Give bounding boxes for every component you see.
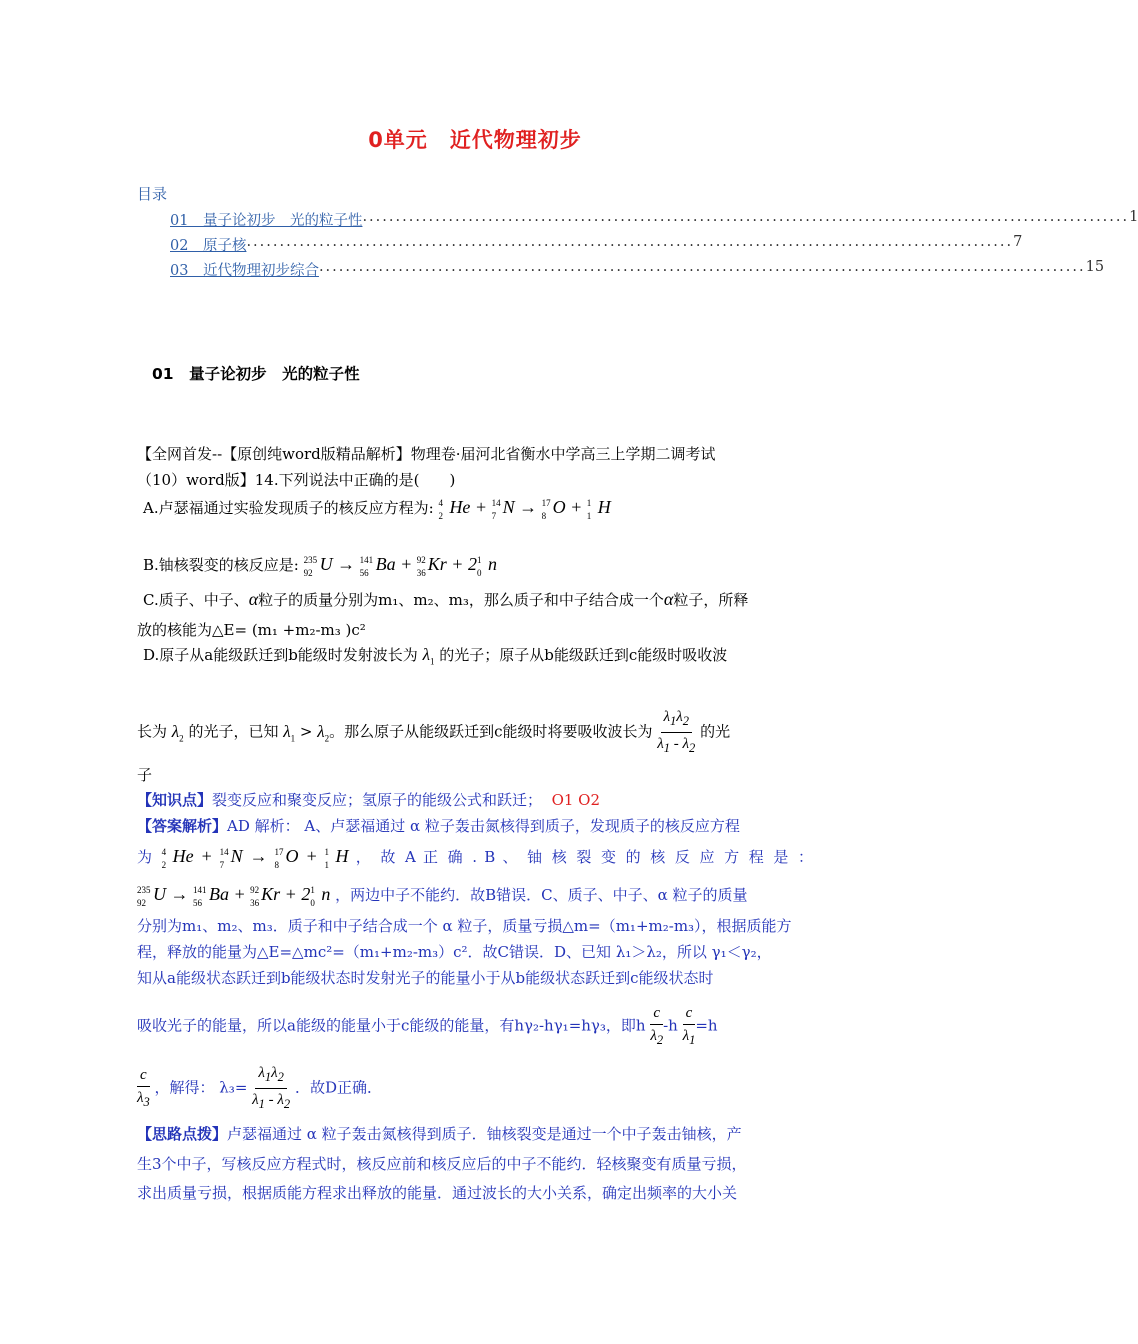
option-d-line-3: 子: [137, 766, 153, 784]
option-c-line-2: 放的核能为△E= (m₁ +m₂-m₃ )c²: [137, 621, 366, 639]
option-d-line-1: D.原子从a能级跃迁到b能级时发射波长为 $\lambda_1$ 的光子；原子从b能级跃迁到c能级时吸收波: [143, 645, 728, 667]
tip-line-2: 生3个中子，写核反应方程式时，核反应前和核反应后的中子不能约．轻核聚变有质量亏损，: [137, 1155, 747, 1173]
answer-line-8: $\frac{c}{\lambda_3}$ ，解得： λ₃= $\frac{\lambda_1\lambda_2}{\lambda_1 - \lambda_2}$ ．故D正确．: [137, 1062, 382, 1115]
knowledge-point: 【知识点】裂变反应和聚变反应；氢原子的能级公式和跃迁； O1 O2: [137, 791, 601, 809]
option-d-line-2: 长为 $\lambda_2$ 的光子，已知 $\lambda_1 > \lambda_2$。那么原子从能级跃迁到c能级时将要吸收波长为 $\frac{\lambda_1\lambda_2}{\lambda_1 - \lambda_2}$ 的光: [137, 706, 730, 759]
tip-line-3: 求出质量亏损，根据质能方程求出释放的能量．通过波长的大小关系，确定出频率的大小关: [137, 1184, 738, 1202]
toc-link[interactable]: 03 近代物理初步综合: [170, 263, 319, 279]
answer-line-3: 235 92 U → 141 56 Ba + 92 36 Kr + 2 1 0 n ，两边中子不能约．故B错误．C、质子、中子、α 粒子的质量: [137, 884, 748, 908]
answer-line-2: 为 4 2 He + 14 7 N → 17 8 O + 1 1 H ， 故 A 正 确 . B 、 铀 核 裂 变 的 核 反 应 方 程 是 ：: [137, 846, 813, 870]
answer-line-6: 知从a能级状态跃迁到b能级状态时发射光子的能量小于从b能级状态跃迁到c能级状态时: [137, 969, 714, 987]
toc-link[interactable]: 01 量子论初步 光的粒子性: [170, 213, 363, 229]
question-source-1: 【全网首发--【原创纯word版精品解析】物理卷·届河北省衡水中学高三上学期二调考试: [137, 445, 716, 463]
equation-a: 4 2 He + 14 7 N → 17 8 O + 1 1 H: [438, 497, 611, 521]
answer-line-5: 程，释放的能量为△E=△mc²=（m₁+m₂-m₃）c²．故C错误．D、已知 λ₁＞λ₂，所以 γ₁＜γ₂，: [137, 943, 772, 961]
equation-b: 235 92 U → 141 56 Ba + 92 36 Kr + 2 1 0 n: [303, 554, 497, 578]
page-title: 0单元 近代物理初步: [368, 128, 582, 152]
toc-heading: 目录: [137, 185, 168, 203]
option-c-line-1: C.质子、中子、α粒子的质量分别为m₁、m₂、m₃，那么质子和中子结合成一个α粒子，所释: [143, 589, 749, 609]
toc-item-1[interactable]: 01 量子论初步 光的粒子性 .................................................................................................................... 1: [170, 209, 1138, 229]
question-source-2: （10）word版】14.下列说法中正确的是( ): [137, 471, 456, 489]
answer-line-1: 【答案解析】AD 解析： A、卢瑟福通过 α 粒子轰击氮核得到质子，发现质子的核反应方程: [137, 817, 740, 835]
section-title: 01 量子论初步 光的粒子性: [152, 365, 360, 383]
answer-line-7: 吸收光子的能量，所以a能级的能量小于c能级的能量，有hγ₂-hγ₁=hγ₃，即h $\frac{c}{\lambda_2}$ -h $\frac{c}{\lambda_1}$ =h: [137, 1002, 718, 1051]
toc-item-3[interactable]: 03 近代物理初步综合 .................................................................................................................... 15: [170, 259, 1105, 279]
answer-line-4: 分别为m₁、m₂、m₃．质子和中子结合成一个 α 粒子，质量亏损△m=（m₁+m₂-m₃），根据质能方: [137, 917, 792, 935]
option-b: B.铀核裂变的核反应是: 235 92 U → 141 56 Ba + 92 36 Kr + 2 1 0 n: [143, 554, 497, 578]
toc-item-2[interactable]: 02 原子核 .................................................................................................................... 7: [170, 234, 1023, 254]
toc-link[interactable]: 02 原子核: [170, 238, 247, 254]
tip-line-1: 【思路点拨】卢瑟福通过 α 粒子轰击氮核得到质子．铀核裂变是通过一个中子轰击铀核，产: [137, 1125, 742, 1143]
option-a: A.卢瑟福通过实验发现质子的核反应方程为: 4 2 He + 14 7 N → 17 8 O + 1 1 H: [143, 497, 611, 521]
